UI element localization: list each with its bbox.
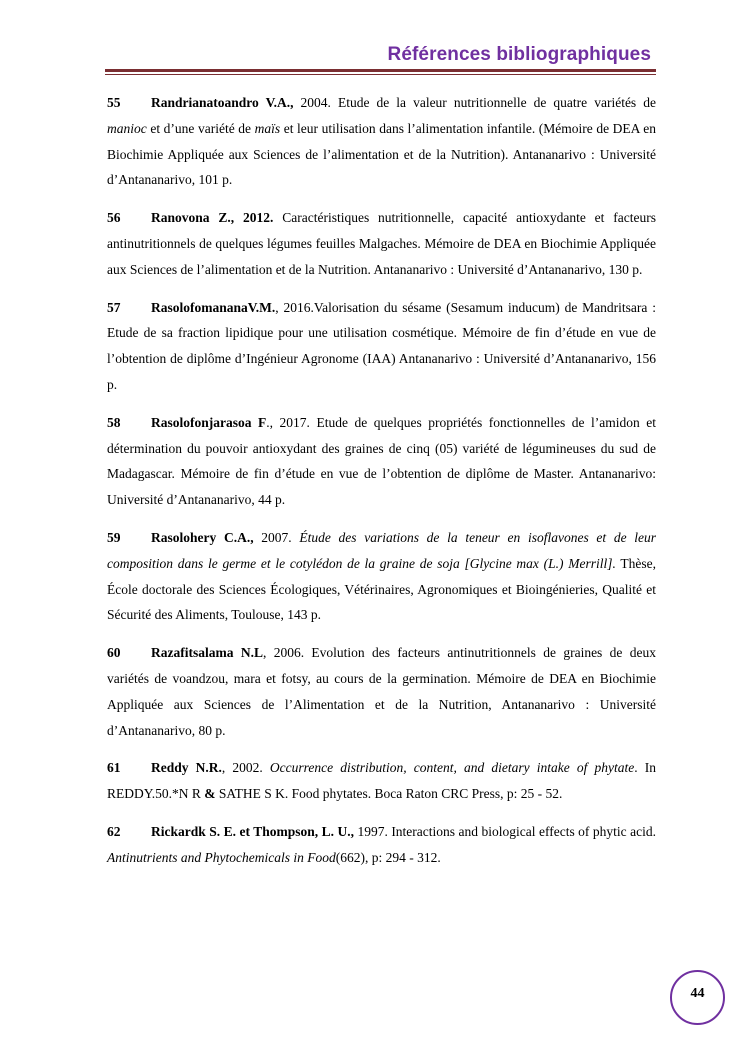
reference-number: 60 (107, 645, 121, 661)
reference-number: 56 (107, 210, 121, 226)
reference-entry (107, 640, 656, 743)
page-number: 44 (690, 985, 705, 1001)
reference-italic-title: Occurrence distribution, content, and dietary intake of phytate (269, 760, 635, 776)
reference-author: Razafitsalama N.L (151, 645, 263, 661)
reference-number: 61 (107, 760, 121, 776)
reference-author: RasolofomananaV.M. (151, 299, 276, 315)
reference-list (107, 90, 656, 883)
reference-author: Randrianatoandro V.A., (151, 95, 294, 110)
reference-text: 2007. (253, 529, 300, 545)
page-header-title: Références bibliographiques (387, 44, 651, 65)
reference-bold-text: & (204, 786, 216, 802)
reference-entry (107, 410, 656, 513)
reference-number: 55 (107, 95, 121, 110)
reference-text: . In REDDY.50.*N R (107, 760, 656, 802)
reference-number: 57 (107, 299, 121, 315)
reference-text: Thèse, École doctorale des Sciences Écologiques, Vétérinaires, Agronomiques et Bioingénieries, Qualité et Sécurité des Aliments, Toulouse, 143 p. (107, 555, 656, 623)
reference-text: , 2006. Evolution des facteurs antinutritionnels de graines de deux variétés de voandzou, mara et fotsy, au cours de la germination. Mémoire de DEA en Biochimie Appliquée aux Sciences de l’Alimentation et de la Nutrition, Antananarivo : Université d’Antananarivo, 80 p. (107, 645, 656, 738)
reference-entry (107, 90, 656, 193)
reference-author: Rasolofonjarasoa F (151, 414, 267, 430)
reference-text: ., 2017. Etude de quelques propriétés fonctionnelles de l’amidon et détermination du pouvoir antioxydant des graines de cinq (05) variété de légumineuses du sud de Madagascar. Mémoire de fin d’étude en vue de l’obtention de diplôme de Master. Antananarivo: Université d’Antananarivo, 44 p. (107, 414, 657, 508)
reference-entry (107, 205, 656, 282)
reference-text: , 2016.Valorisation du sésame (Sesamum inducum) de Mandritsara : Etude de sa fraction lipidique pour une utilisation cosmétique. Mémoire de fin d’étude en vue de l’obtention de diplôme d’Ingénieur Agronome (IAA) Antananarivo : Université d’Antananarivo, 156 p. (107, 299, 656, 392)
reference-text: et leur utilisation dans l’alimentation infantile. (Mémoire de DEA en Biochimie Appliquée aux Sciences de l’alimentation et de la Nutrition). Antananarivo : Université d’Antananarivo, 101 p. (107, 120, 656, 188)
reference-italic-title: Étude des variations de la teneur en isoflavones et de leur composition dans le germe et le cotylédon de la graine de soja [Glycine max (L.) Merrill]. (107, 529, 657, 571)
reference-entry (107, 819, 656, 871)
reference-author: Ranovona Z., 2012. (151, 210, 274, 226)
reference-text: 1997. Interactions and biological effects of phytic acid. (353, 823, 657, 839)
reference-italic-title: manioc (107, 120, 147, 136)
reference-number: 62 (107, 823, 121, 839)
reference-author: Rasolohery C.A., (151, 529, 254, 545)
reference-text: Caractéristiques nutritionnelle, capacité antioxydante et facteurs antinutritionnels de quelques légumes feuilles Malgaches. Mémoire de DEA en Biochimie Appliquée aux Sciences de l’alimentation et de la Nutrition. Antananarivo : Université d’Antananarivo, 130 p. (107, 210, 656, 277)
header-rule-thick (105, 69, 656, 72)
page-number-badge (670, 970, 725, 1025)
reference-entry (107, 525, 656, 628)
reference-entry (107, 755, 656, 807)
reference-italic-title: maïs (254, 120, 281, 136)
reference-text: (662), p: 294 - 312. (335, 849, 441, 865)
reference-author: Rickardk S. E. et Thompson, L. U., (151, 823, 354, 839)
reference-text: SATHE S K. Food phytates. Boca Raton CRC Press, p: 25 - 52. (215, 786, 563, 802)
reference-author: Reddy N.R. (151, 760, 222, 776)
reference-text: et d’une variété de (146, 120, 255, 136)
reference-number: 59 (107, 529, 121, 545)
reference-text: 2004. Etude de la valeur nutritionnelle de quatre variétés de (293, 95, 656, 110)
reference-number: 58 (107, 414, 121, 430)
reference-entry (107, 295, 656, 398)
header-rule-thin (105, 74, 656, 75)
reference-text: , 2002. (221, 760, 270, 776)
reference-italic-title: Antinutrients and Phytochemicals in Food (107, 849, 336, 865)
